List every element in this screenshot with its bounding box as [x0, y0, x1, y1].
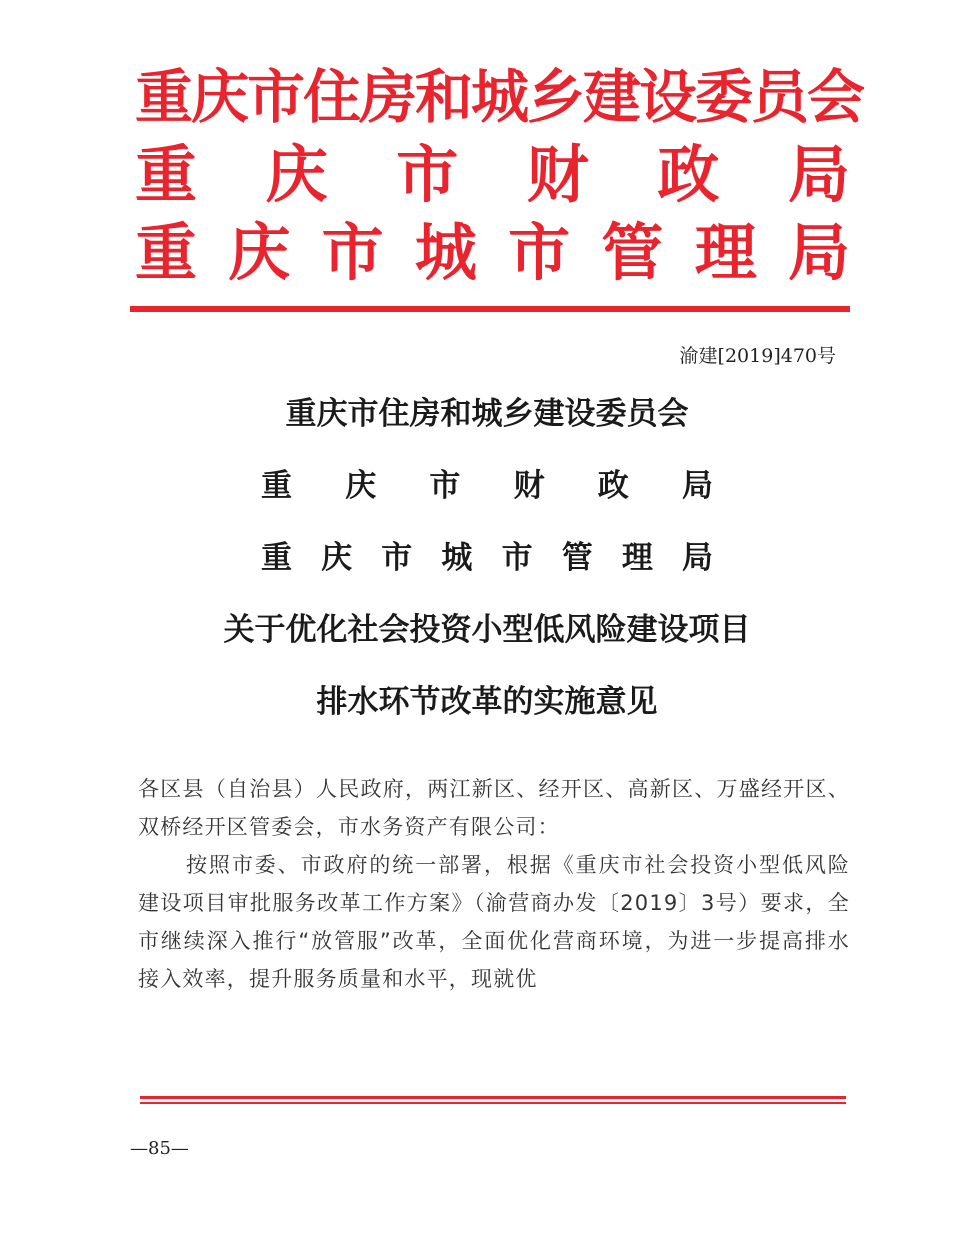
body-paragraph-1: 按照市委、市政府的统一部署，根据《重庆市社会投资小型低风险建设项目审批服务改革工作方案》（渝营商办发〔2019〕3号）要求，全市继续深入推行“放管服”改革，全面优化营商环境，为进一步提高排水接入效率，提升服务质量和水平，现就优: [138, 853, 850, 991]
letterhead-red-rule: [130, 306, 850, 312]
title-issuer-urban: 重 庆 市 城 市 管 理 局: [261, 540, 713, 576]
footer-red-rule-thin: [140, 1102, 846, 1104]
letterhead-agency-finance: 重 庆 市 财 政 局: [135, 138, 850, 211]
letterhead-agency-urban: 重 庆 市 城 市 管 理 局: [135, 216, 850, 289]
title-issuer-housing: 重庆市住房和城乡建设委员会: [285, 396, 689, 432]
title-issuer-finance: 重 庆 市 财 政 局: [261, 468, 713, 504]
title-subject-line-1: 关于优化社会投资小型低风险建设项目: [223, 612, 751, 648]
footer-red-rule-thick: [140, 1096, 846, 1099]
letterhead: [135, 58, 864, 292]
letterhead-agency-housing: 重庆市住房和城乡建设委员会: [135, 63, 864, 131]
document-number: 渝建[2019]470号: [679, 345, 836, 367]
document-title: [0, 378, 974, 738]
page-number: —85—: [130, 1138, 189, 1159]
recipients-paragraph: 各区县（自治县）人民政府，两江新区、经开区、高新区、万盛经开区、双桥经开区管委会，市水务资产有限公司：: [138, 777, 850, 839]
title-subject-line-2: 排水环节改革的实施意见: [316, 684, 658, 720]
document-body: [138, 770, 850, 998]
